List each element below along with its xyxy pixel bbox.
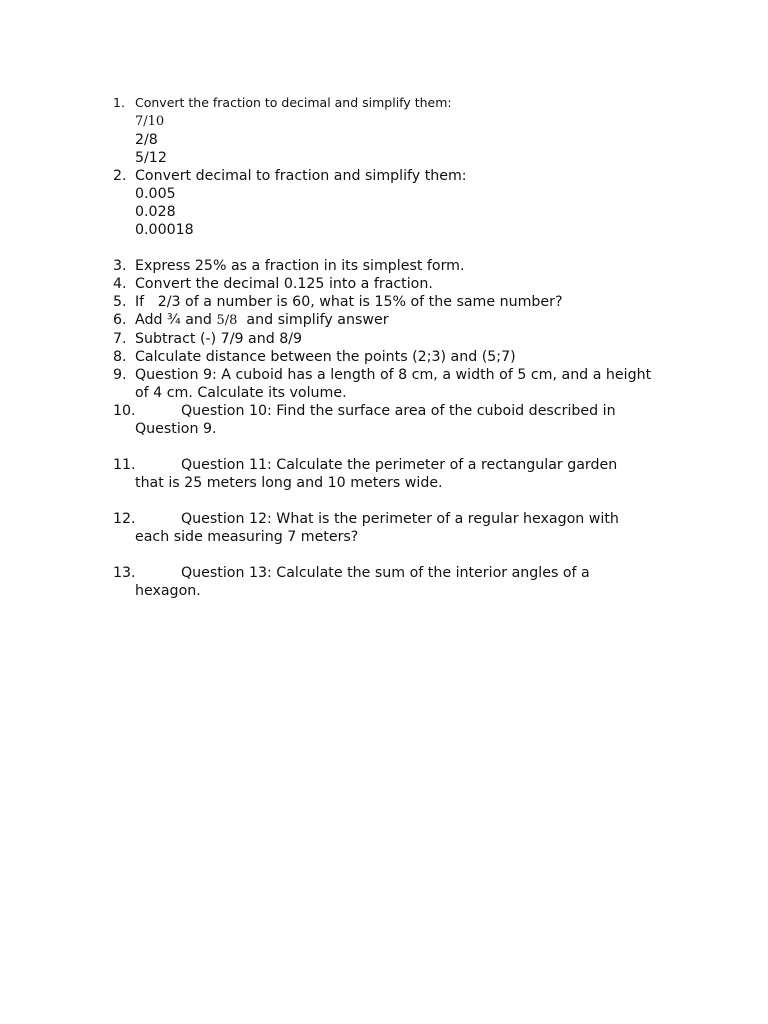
sub-item-text: 0.005 xyxy=(135,186,176,202)
question-text-line1: Question 10: Find the surface area of the cuboid described in xyxy=(181,403,616,419)
sub-item xyxy=(113,131,658,149)
question-number: 7. xyxy=(113,331,127,347)
question-10 xyxy=(113,402,658,438)
question-7 xyxy=(113,330,658,348)
spacer xyxy=(113,239,658,257)
question-text-line2: Question 9. xyxy=(135,421,217,437)
question-text: Convert the decimal 0.125 into a fraction. xyxy=(135,276,433,292)
question-number: 2. xyxy=(113,168,127,184)
question-fraction: 5/8 xyxy=(216,313,238,328)
question-number: 6. xyxy=(113,312,127,328)
spacer xyxy=(113,546,658,564)
question-1 xyxy=(113,94,658,112)
question-4 xyxy=(113,275,658,293)
question-number: 4. xyxy=(113,276,127,292)
question-text-line1: Question 11: Calculate the perimeter of a rectangular garden xyxy=(181,457,618,473)
spacer xyxy=(113,492,658,510)
question-text: Express 25% as a fraction in its simplest form. xyxy=(135,258,465,274)
question-number: 13. xyxy=(113,565,136,581)
question-3 xyxy=(113,257,658,275)
question-11 xyxy=(113,456,658,492)
question-list xyxy=(113,94,658,600)
sub-item xyxy=(113,203,658,221)
sub-item xyxy=(113,185,658,203)
question-text: Calculate distance between the points (2;3) and (5;7) xyxy=(135,349,516,365)
question-number: 8. xyxy=(113,349,127,365)
question-text-line1: Question 13: Calculate the sum of the interior angles of a xyxy=(181,565,590,581)
question-9 xyxy=(113,366,658,402)
question-number: 11. xyxy=(113,457,136,473)
question-2 xyxy=(113,167,658,185)
question-text: If 2/3 of a number is 60, what is 15% of the same number? xyxy=(135,294,563,310)
question-text-part: and simplify answer xyxy=(237,312,389,328)
question-6 xyxy=(113,311,658,330)
question-text-line1: Question 12: What is the perimeter of a regular hexagon with xyxy=(181,511,619,527)
question-text: Subtract (-) 7/9 and 8/9 xyxy=(135,331,303,347)
question-number: 1. xyxy=(113,95,125,110)
question-number: 12. xyxy=(113,511,136,527)
question-number: 5. xyxy=(113,294,127,310)
sub-item xyxy=(113,221,658,239)
question-text: Question 9: A cuboid has a length of 8 cm, a width of 5 cm, and a height of 4 cm. Calculate its volume. xyxy=(135,367,652,401)
sub-item-text: 2/8 xyxy=(135,132,158,148)
question-text: Convert decimal to fraction and simplify them: xyxy=(135,168,467,184)
question-text-line2: that is 25 meters long and 10 meters wide. xyxy=(135,475,443,491)
question-12 xyxy=(113,510,658,546)
question-text-part: Add ¾ and xyxy=(135,312,217,328)
question-text: Convert the fraction to decimal and simplify them: xyxy=(135,95,452,110)
sub-item-text: 0.00018 xyxy=(135,222,194,238)
question-number: 9. xyxy=(113,367,127,383)
sub-item xyxy=(113,149,658,167)
question-5 xyxy=(113,293,658,311)
question-13 xyxy=(113,564,658,600)
question-8 xyxy=(113,348,658,366)
sub-item-text: 0.028 xyxy=(135,204,176,220)
spacer xyxy=(113,438,658,456)
question-number: 3. xyxy=(113,258,127,274)
sub-item-text: 5/12 xyxy=(135,150,167,166)
question-text-line2: hexagon. xyxy=(135,583,201,599)
question-text-line2: each side measuring 7 meters? xyxy=(135,529,359,545)
sub-item-text: 7/10 xyxy=(135,114,165,129)
sub-item xyxy=(113,112,658,131)
question-number: 10. xyxy=(113,403,136,419)
